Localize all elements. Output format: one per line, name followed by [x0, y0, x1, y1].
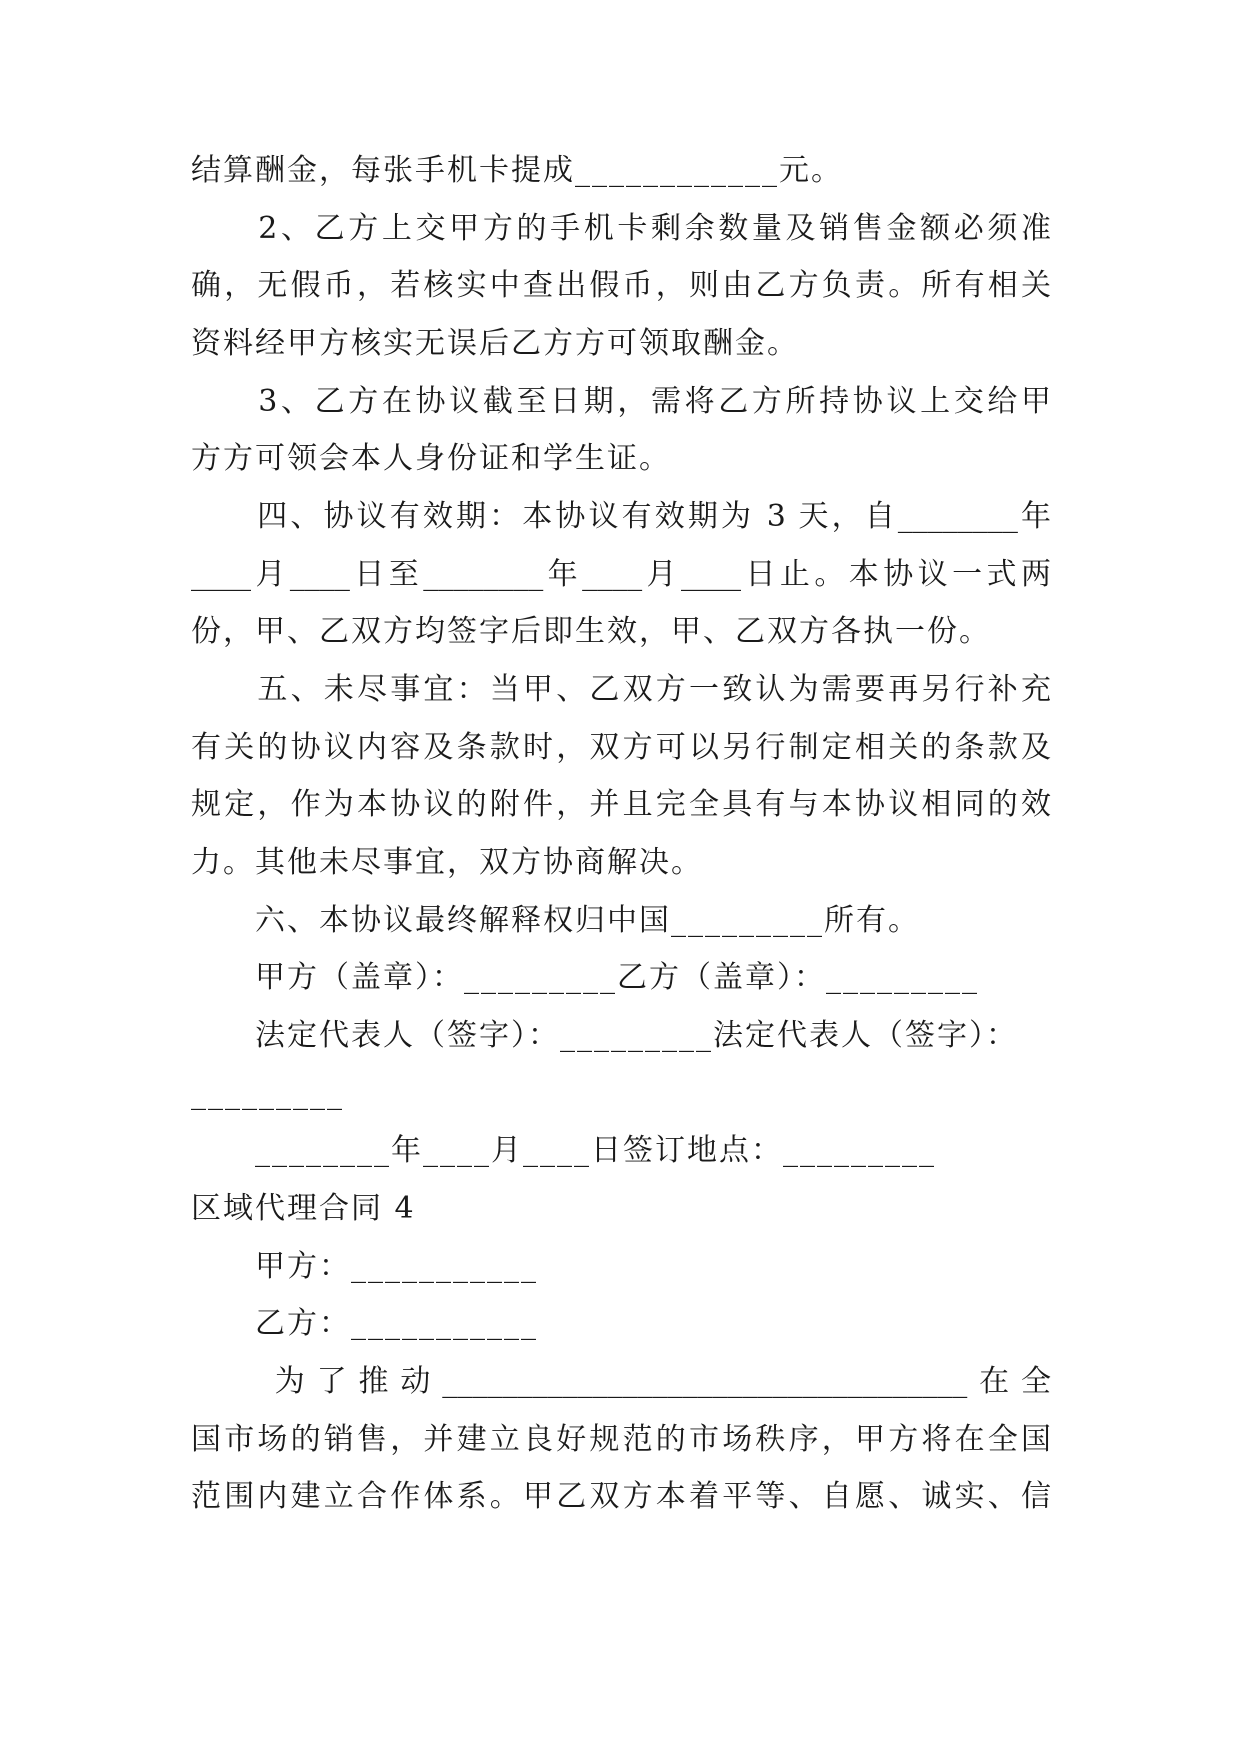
signature-blank: _________ [191, 1076, 344, 1111]
text-line: 方方可领会本人身份证和学生证。 [191, 441, 671, 476]
party-a-line: 甲方：___________ [191, 1249, 538, 1284]
text-line: 六、本协议最终解释权归中国_________所有。 [191, 903, 920, 938]
signature-line: 甲方（盖章）：_________乙方（盖章）：_________ [191, 960, 979, 995]
text-line: 份，甲、乙双方均签字后即生效，甲、乙双方各执一份。 [191, 614, 991, 649]
text-line: 国市场的销售，并建立良好规范的市场秩序，甲方将在全国 [191, 1422, 1051, 1457]
text-line: 规定，作为本协议的附件，并且完全具有与本协议相同的效 [191, 787, 1051, 822]
text-line: 确，无假币，若核实中查出假币，则由乙方负责。所有相关 [191, 268, 1051, 303]
text-line: 力。其他未尽事宜，双方协商解决。 [191, 845, 703, 880]
party-b-line: 乙方：___________ [191, 1306, 538, 1341]
text-line: ____月____日至________年____月____日止。本协议一式两 [191, 557, 1051, 592]
text-line: 范围内建立合作体系。甲乙双方本着平等、自愿、诚实、信 [191, 1479, 1051, 1514]
text-line: 3、乙方在协议截至日期，需将乙方所持协议上交给甲 [191, 384, 1051, 419]
text-line: 五、未尽事宜：当甲、乙双方一致认为需要再另行补充 [191, 672, 1051, 707]
text-line: 资料经甲方核实无误后乙方方可领取酬金。 [191, 326, 799, 361]
text-line: 四、协议有效期：本协议有效期为 3 天，自________年 [191, 499, 1051, 534]
text-line: 2、乙方上交甲方的手机卡剩余数量及销售金额必须准 [191, 211, 1051, 246]
text-line: 结算酬金，每张手机卡提成____________元。 [191, 153, 843, 188]
signature-line: 法定代表人（签字）：_________法定代表人（签字）： [191, 1018, 1018, 1053]
text-line: 为了推动___________________________________在全 [191, 1364, 1051, 1399]
text-line: 有关的协议内容及条款时，双方可以另行制定相关的条款及 [191, 730, 1051, 765]
date-place-line: ________年____月____日签订地点：_________ [191, 1133, 936, 1168]
section-heading: 区域代理合同 4 [191, 1191, 416, 1226]
